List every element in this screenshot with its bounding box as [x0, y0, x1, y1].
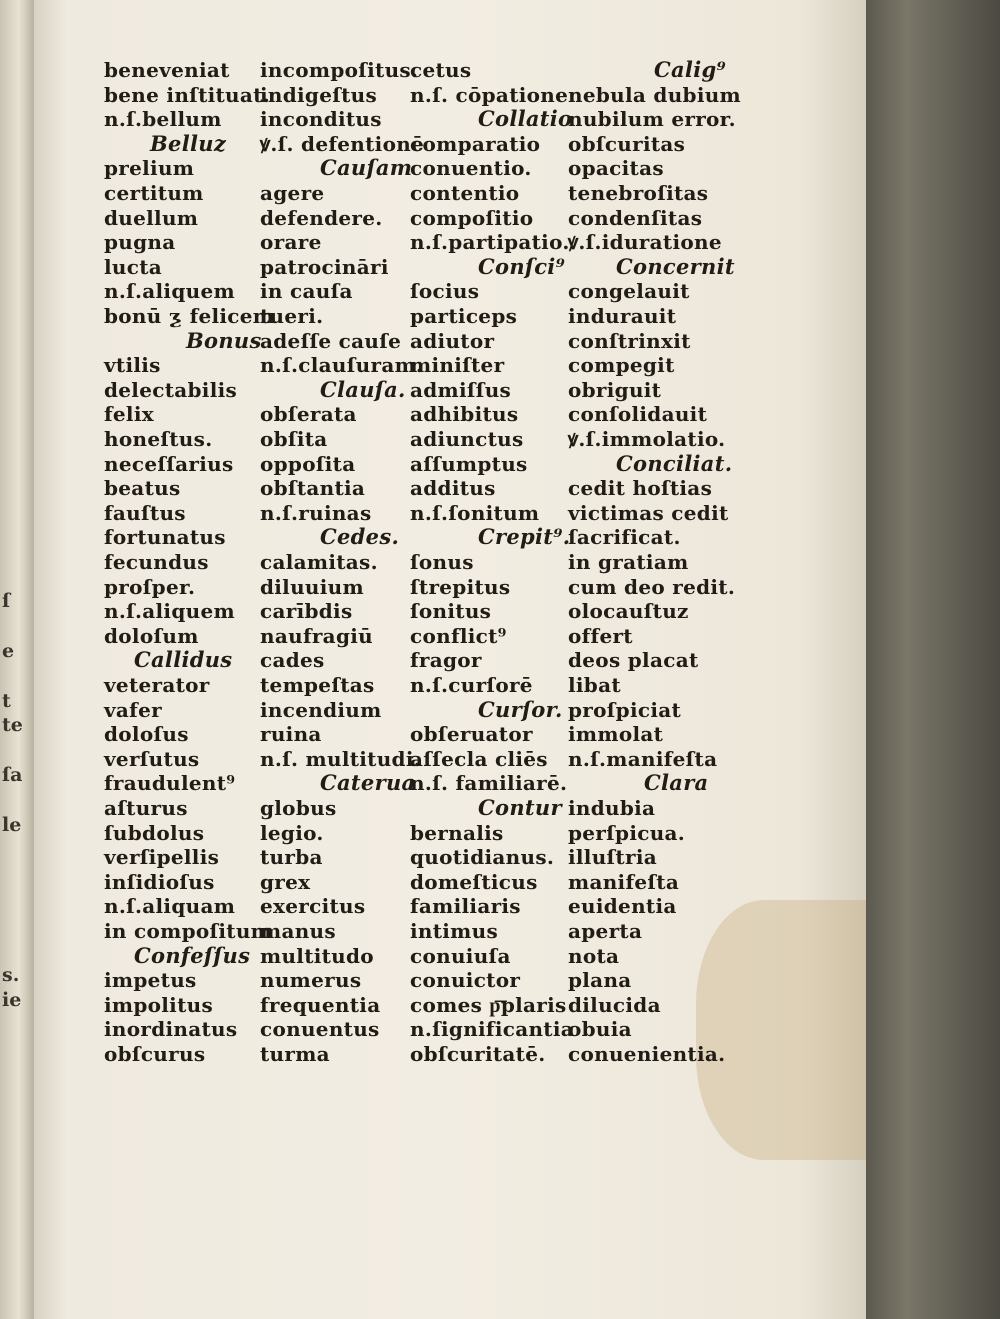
synonym-entry: conuentus — [260, 1017, 380, 1042]
synonym-entry: immolat — [568, 722, 664, 747]
synonym-entry: familiaris — [410, 894, 521, 919]
synonym-entry: comparatio — [410, 131, 541, 156]
synonym-entry: cetus — [410, 58, 472, 82]
synonym-entry: in cauſa — [260, 279, 353, 304]
synonym-entry: ſtrepitus — [410, 574, 511, 599]
facing-fragment: ſ — [2, 590, 11, 612]
synonym-entry: grex — [260, 869, 311, 894]
synonym-entry: numerus — [260, 968, 362, 993]
synonym-entry: domeſticus — [410, 869, 538, 894]
facing-fragment: ie — [2, 989, 22, 1011]
synonym-entry: multitudo — [260, 943, 374, 968]
synonym-entry: beneveniat — [104, 58, 230, 82]
facing-fragment: te — [2, 714, 23, 736]
synonym-entry: turba — [260, 845, 323, 870]
synonym-entry: legio. — [260, 820, 324, 845]
page-edge-background — [866, 0, 1000, 1319]
synonym-entry: impolitus — [104, 992, 214, 1017]
synonym-entry: ꝟ.ſ.immolatio. — [568, 427, 726, 451]
synonym-entry: nebula dubium — [568, 82, 742, 107]
synonym-entry: prelium — [104, 156, 195, 181]
synonym-entry: compoſitio — [410, 205, 534, 230]
synonym-entry: proſpiciat — [568, 697, 682, 722]
synonym-entry: indubia — [568, 796, 656, 820]
synonym-entry: illuſtria — [568, 845, 657, 870]
synonym-entry: felix — [104, 402, 154, 427]
synonym-entry: contentio — [410, 181, 520, 205]
synonym-entry: conuictor — [410, 968, 521, 993]
synonym-entry: in compoſitum — [104, 919, 273, 943]
synonym-entry: veterator — [104, 673, 210, 697]
synonym-entry: defendere. — [260, 205, 383, 230]
synonym-entry: indigeſtus — [260, 82, 378, 107]
synonym-entry: incompoſitus. — [260, 58, 419, 82]
synonym-entry: admiſſus — [410, 377, 512, 402]
synonym-entry: condenſitas — [568, 205, 703, 230]
synonym-entry: adeſſe cauſe — [260, 328, 402, 353]
synonym-entry: libat — [568, 673, 621, 697]
synonym-entry: globus — [260, 796, 337, 820]
synonym-entry: n.ſ.aliquam — [104, 894, 236, 919]
synonym-entry: n.ſ. cōpatione — [410, 82, 569, 107]
synonym-entry: congelauit — [568, 279, 690, 304]
synonym-entry: inordinatus — [104, 1017, 238, 1042]
synonym-entry: ſubdolus — [104, 820, 205, 845]
synonym-entry: conuiuſa — [410, 943, 511, 968]
synonym-entry: tueri. — [260, 304, 324, 328]
headword: Caterua — [320, 770, 416, 796]
synonym-entry: tempeſtas — [260, 673, 375, 697]
synonym-entry: offert — [568, 623, 633, 648]
synonym-entry: fraudulent⁹ — [104, 771, 236, 796]
synonym-entry: vtilis — [104, 353, 161, 378]
synonym-entry: doloſum — [104, 623, 199, 648]
synonym-entry: incendium — [260, 697, 382, 722]
synonym-entry: obſerata — [260, 402, 357, 427]
headword: Belluz — [150, 130, 227, 156]
synonym-entry: additus — [410, 476, 496, 501]
synonym-entry: olocauſtuz — [568, 599, 689, 624]
synonym-entry: victimas cedit — [568, 500, 729, 525]
synonym-entry: ſacrificat. — [568, 525, 681, 550]
synonym-entry: proſper. — [104, 574, 196, 599]
synonym-entry: n.ſ.clauſuram. — [260, 353, 424, 378]
synonym-entry: n.ſ. multitudi. — [260, 746, 421, 771]
synonym-entry: nubilum error. — [568, 107, 736, 132]
facing-fragment: ſa — [2, 764, 23, 786]
synonym-entry: tenebroſitas — [568, 181, 709, 205]
synonym-entry: obriguit — [568, 377, 662, 402]
synonym-entry: aſturus — [104, 796, 188, 820]
headword: Collatio — [478, 106, 573, 132]
synonym-entry: delectabilis — [104, 377, 238, 402]
synonym-entry: n.ſ.aliquem — [104, 279, 235, 304]
synonym-entry: impetus — [104, 968, 197, 993]
headword: Curſor. — [478, 696, 563, 722]
headword: Clara — [644, 770, 709, 796]
synonym-entry: patrocināri — [260, 254, 389, 279]
synonym-entry: ſonitus — [410, 599, 492, 624]
synonym-entry: conuentio. — [410, 156, 532, 181]
synonym-entry: ꝟ.ſ.iduratione — [568, 230, 722, 255]
synonym-entry: conuenientia. — [568, 1042, 726, 1066]
facing-fragment: s. — [2, 964, 20, 986]
synonym-entry: n.ſ. familiarē. — [410, 771, 568, 796]
synonym-entry: euidentia — [568, 894, 677, 919]
synonym-entry: fauſtus — [104, 500, 186, 525]
synonym-entry: ſocius — [410, 279, 480, 304]
synonym-entry: turma — [260, 1042, 330, 1066]
synonym-entry: obſtantia — [260, 476, 366, 501]
synonym-entry: fecundus — [104, 550, 209, 574]
headword: Bonus — [186, 327, 262, 353]
synonym-entry: bernalis — [410, 820, 504, 845]
synonym-entry: conſolidauit — [568, 402, 708, 427]
headword: Cauſam — [320, 155, 413, 181]
synonym-entry: beatus — [104, 476, 181, 501]
synonym-entry: verſutus — [104, 746, 200, 771]
synonym-entry: in gratiam — [568, 550, 689, 574]
synonym-entry: manifeſta — [568, 869, 680, 894]
facing-fragment: t — [2, 690, 11, 712]
synonym-entry: n.ſ.ſonitum — [410, 500, 540, 525]
synonym-entry: honeſtus. — [104, 427, 213, 451]
synonym-entry: adiunctus — [410, 427, 524, 451]
synonym-entry: ſonus — [410, 550, 474, 574]
synonym-entry: orare — [260, 230, 322, 255]
synonym-entry: manus — [260, 919, 336, 943]
synonym-entry: conflict⁹ — [410, 623, 507, 648]
synonym-entry: n.ſ.bellum — [104, 107, 222, 132]
synonym-entry: particeps — [410, 304, 518, 328]
synonym-entry: dilucida — [568, 992, 661, 1017]
headword: Conſci⁹ — [478, 253, 566, 279]
synonym-entry: adhibitus — [410, 402, 519, 427]
synonym-entry: doloſus — [104, 722, 189, 747]
synonym-entry: exercitus — [260, 894, 366, 919]
synonym-entry: obſcuritatē. — [410, 1042, 546, 1066]
synonym-entry: fragor — [410, 648, 482, 673]
facing-fragment: e — [2, 640, 15, 662]
synonym-entry: inſidioſus — [104, 869, 215, 894]
facing-fragment: le — [2, 814, 22, 836]
headword: Contur — [478, 795, 562, 820]
book-page — [34, 0, 866, 1319]
synonym-entry: duellum — [104, 205, 199, 230]
headword: Confeſſus — [134, 942, 251, 968]
synonym-entry: deos placat — [568, 648, 699, 673]
synonym-entry: nota — [568, 943, 620, 968]
synonym-entry: n.ſignificantia — [410, 1017, 575, 1042]
headword: Cedes. — [320, 524, 400, 550]
synonym-entry: aſſumptus — [410, 451, 528, 476]
synonym-entry: bonū ƺ felicem — [104, 304, 275, 328]
synonym-entry: obuia — [568, 1017, 632, 1042]
synonym-entry: diluuium — [260, 574, 364, 599]
facing-page-edge — [0, 0, 34, 1319]
synonym-entry: obſita — [260, 427, 328, 451]
synonym-entry: comes p͞plaris — [410, 992, 567, 1017]
synonym-entry: intimus — [410, 919, 499, 943]
synonym-entry: vafer — [104, 697, 162, 722]
headword: Conciliat. — [616, 450, 733, 476]
synonym-entry: miniſter — [410, 353, 505, 378]
synonym-entry: compegit — [568, 353, 675, 378]
synonym-entry: indurauit — [568, 304, 677, 328]
synonym-entry: cum deo redit. — [568, 574, 736, 599]
synonym-entry: adiutor — [410, 328, 495, 353]
synonym-entry: n.ſ.curſorē — [410, 673, 533, 697]
synonym-entry: fortunatus — [104, 525, 226, 550]
synonym-entry: obſcuritas — [568, 131, 686, 156]
synonym-entry: n.ſ.aliquem — [104, 599, 235, 624]
headword: Clauſa. — [320, 376, 406, 402]
synonym-entry: aſſecla cliēs — [410, 746, 548, 771]
synonym-entry: plana — [568, 968, 632, 993]
synonym-entry: verſipellis — [104, 845, 220, 870]
headword: Callidus — [134, 647, 233, 673]
synonym-entry: cades — [260, 648, 325, 673]
synonym-entry: obſeruator — [410, 722, 533, 747]
synonym-entry: ꝟ.ſ. defentionē — [260, 131, 425, 156]
synonym-entry: carībdis — [260, 599, 353, 624]
synonym-entry: neceſſarius — [104, 451, 234, 476]
synonym-entry: bene inſtituat. — [104, 82, 270, 107]
synonym-entry: lucta — [104, 254, 163, 279]
headword: Crepit⁹. — [478, 524, 571, 550]
synonym-entry: obſcurus — [104, 1042, 206, 1066]
synonym-entry: oppoſita — [260, 451, 356, 476]
synonym-entry: n.ſ.partipatio. — [410, 230, 570, 255]
synonym-entry: cedit hoſtias — [568, 476, 713, 501]
synonym-entry: calamitas. — [260, 550, 378, 574]
synonym-entry: n.ſ.manifeſta — [568, 746, 718, 771]
synonym-entry: agere — [260, 181, 325, 205]
synonym-entry: pugna — [104, 230, 176, 255]
headword: Concernit — [616, 253, 735, 279]
synonym-entry: naufragiū — [260, 623, 373, 648]
synonym-entry: ruina — [260, 722, 322, 747]
synonym-entry: perſpicua. — [568, 820, 686, 845]
synonym-entry: quotidianus. — [410, 845, 555, 870]
synonym-entry: opacitas — [568, 156, 664, 181]
synonym-entry: inconditus — [260, 107, 382, 132]
headword: Calig⁹ — [654, 57, 726, 82]
synonym-entry: frequentia — [260, 992, 381, 1017]
synonym-entry: aperta — [568, 919, 643, 943]
synonym-entry: certitum — [104, 181, 204, 205]
synonym-entry: conſtrinxit — [568, 328, 691, 353]
water-stain — [696, 900, 866, 1160]
synonym-entry: n.ſ.ruinas — [260, 500, 372, 525]
